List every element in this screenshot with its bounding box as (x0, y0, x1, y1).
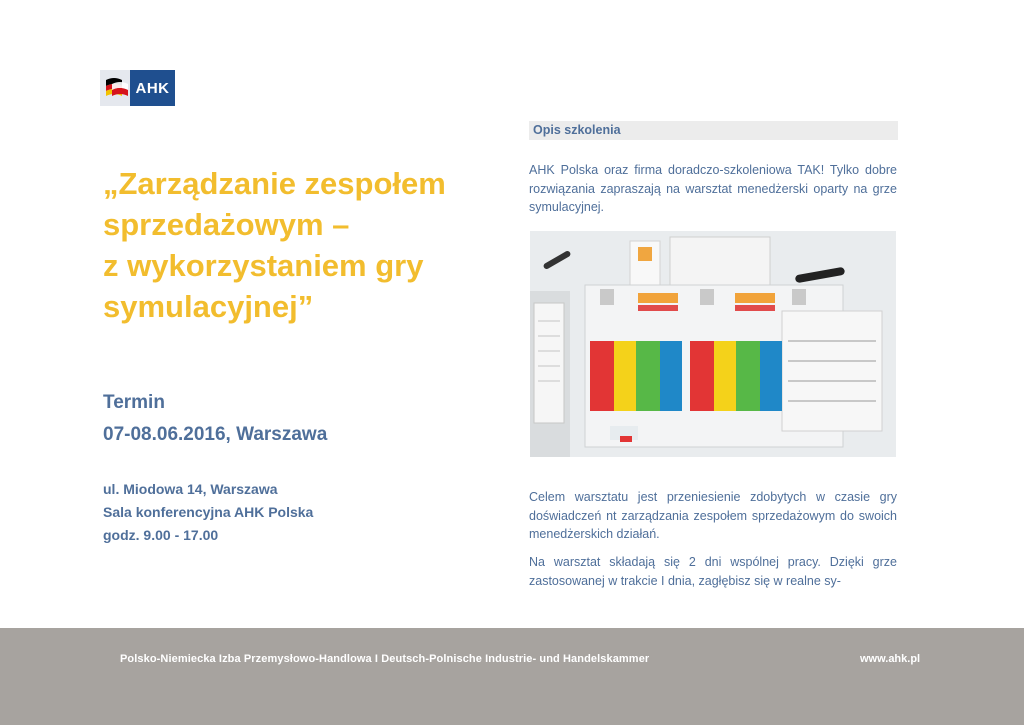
footer-organization: Polsko-Niemiecka Izba Przemysłowo-Handlowa I Deutsch-Polnische Industrie- und Handelskammer (120, 653, 650, 665)
section-heading: Opis szkolenia (529, 121, 898, 140)
goal-paragraph: Celem warsztatu jest przeniesienie zdobytych w czasie gry doświadczeń nt zarządzania zespołem sprzedażowym do swoich menedżerskich działań. (529, 490, 897, 541)
footer (0, 628, 1024, 725)
address-hours: godz. 9.00 - 17.00 (103, 527, 219, 543)
termin-label: Termin (103, 392, 165, 413)
page-title (103, 163, 463, 327)
title-line: z wykorzystaniem gry (103, 248, 424, 283)
logo-text: AHK (130, 70, 175, 106)
title-line: „Zarządzanie zespołem (103, 166, 446, 201)
intro-paragraph: AHK Polska oraz firma doradczo-szkoleniowa TAK! Tylko dobre rozwiązania zapraszają na warsztat menedżerski oparty na grze symulacyjnej. (529, 163, 897, 214)
title-line: sprzedażowym – (103, 207, 350, 242)
board-game-photo (530, 231, 896, 457)
footer-website-link[interactable]: www.ahk.pl (860, 653, 921, 665)
flags-icon (100, 70, 130, 106)
address-room: Sala konferencyjna AHK Polska (103, 504, 314, 520)
title-line: symulacyjnej” (103, 289, 314, 324)
schedule-paragraph: Na warsztat składają się 2 dni wspólnej pracy. Dzięki grze zastosowanej w trakcie I dnia, zagłębisz się w realne sy- (529, 555, 897, 588)
address-block (103, 478, 313, 547)
address-street: ul. Miodowa 14, Warszawa (103, 481, 278, 497)
termin-date: 07-08.06.2016, Warszawa (103, 424, 328, 445)
ahk-logo (100, 70, 175, 106)
